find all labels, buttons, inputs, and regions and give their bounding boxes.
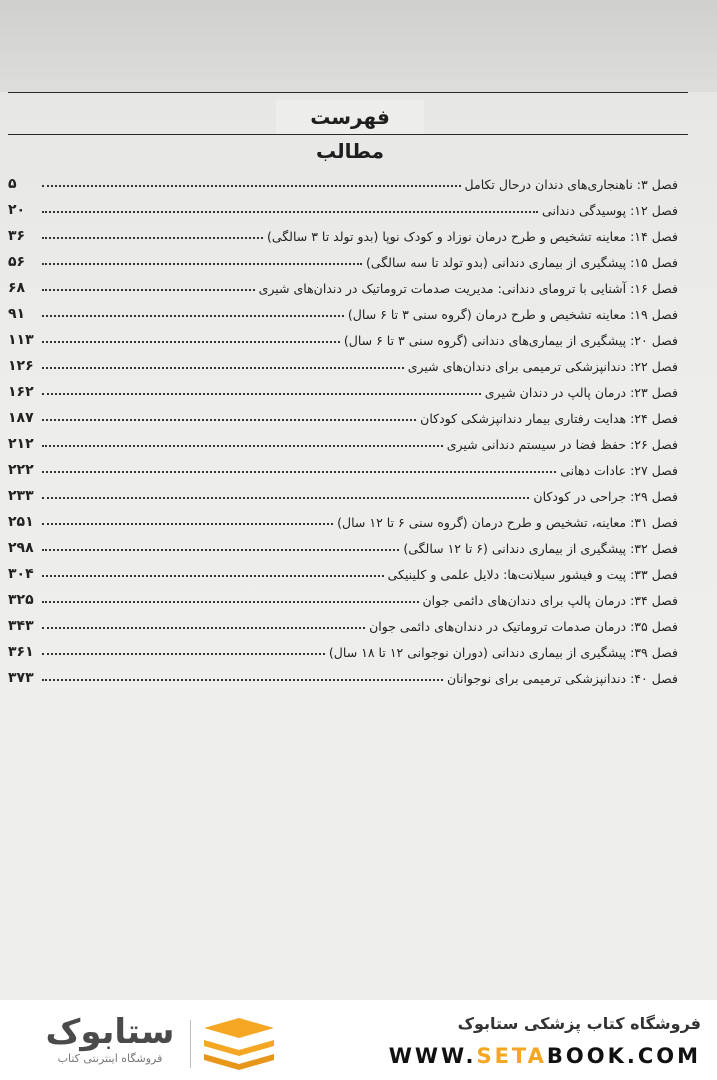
toc-leader-dots [42,237,263,239]
toc-leader-dots [42,289,255,291]
url-prefix: WWW. [388,1044,477,1068]
toc-chapter-title: فصل ۱۵: پیشگیری از بیماری دندانی (بدو تولد تا سه سالگی) [365,255,678,270]
toc-chapter-title: فصل ۲۲: دندانپزشکی ترمیمی برای دندان‌های شیری [407,359,678,374]
toc-chapter-title: فصل ۲۶: حفظ فضا در سیستم دندانی شیری [446,437,678,452]
toc-row[interactable] [8,246,678,270]
toc-page-number: ۳۰۴ [8,566,34,582]
toc-chapter-title: فصل ۳۵: درمان صدمات تروماتیک در دندان‌های دائمی جوان [369,619,678,634]
toc-chapter-title: فصل ۱۹: معاینه تشخیص و طرح درمان (گروه سنی ۳ تا ۶ سال) [347,307,678,322]
store-url[interactable] [389,1044,701,1068]
toc-leader-dots [42,315,344,317]
toc-chapter-title: فصل ۲۴: هدایت رفتاری بیمار دندانپزشکی کودکان [420,411,678,426]
toc-leader-dots [42,549,399,551]
toc-row[interactable] [8,480,678,504]
toc-chapter-title: فصل ۳۱: معاینه، تشخیص و طرح درمان (گروه سنی ۶ تا ۱۲ سال) [337,515,678,530]
toc-leader-dots [42,393,481,395]
toc-row[interactable] [8,558,678,582]
toc-chapter-title: فصل ۱۶: آشنایی با ترومای دندانی: مدیریت صدمات تروماتیک در دندان‌های شیری [258,281,678,296]
toc-page-number: ۳۶۱ [8,644,34,660]
toc-chapter-title: فصل ۳۹: پیشگیری از بیماری دندانی (دوران نوجوانی ۱۲ تا ۱۸ سال) [328,645,678,660]
toc-chapter-title: فصل ۲۳: درمان پالپ در دندان شیری [484,385,678,400]
toc-page-number: ۲۰ [8,202,26,218]
toc-leader-dots [42,445,443,447]
toc-row[interactable] [8,428,678,452]
toc-leader-dots [42,523,333,525]
toc-chapter-title: فصل ۲۷: عادات دهانی [560,463,678,478]
book-stack-icon [200,1018,278,1072]
toc-page-number: ۳۷۳ [8,670,34,686]
toc-leader-dots [42,601,419,603]
toc-chapter-title: فصل ۳۴: درمان پالپ برای دندان‌های دائمی جوان [422,593,678,608]
toc-leader-dots [42,263,362,265]
toc-page-number: ۱۶۲ [8,384,34,400]
toc-row[interactable] [8,506,678,530]
toc-page-number: ۳۲۵ [8,592,34,608]
toc-page-number: ۶۸ [8,280,26,296]
toc-row[interactable] [8,636,678,660]
toc-page-number: ۱۸۷ [8,410,34,426]
toc-leader-dots [42,185,461,187]
toc-row[interactable] [8,324,678,348]
toc-row[interactable] [8,220,678,244]
toc-page-number: ۳۶ [8,228,26,244]
toc-page-number: ۵ [8,176,17,192]
toc-row[interactable] [8,532,678,556]
page-header-shadow [0,0,717,92]
toc-row[interactable] [8,402,678,426]
url-suffix: BOOK.COM [546,1044,701,1068]
toc-page-number: ۱۲۶ [8,358,34,374]
toc-chapter-title: فصل ۱۴: معاینه تشخیص و طرح درمان نوزاد و کودک نوپا (بدو تولد تا ۳ سالگی) [266,229,678,244]
title-rule-top [8,92,688,93]
store-logo-word: ستابوک [45,1012,175,1052]
toc-row[interactable] [8,194,678,218]
toc-chapter-title: فصل ۳۳: پیت و فیشور سیلانت‌ها: دلایل علمی و کلینیکی [387,567,678,582]
toc-row[interactable] [8,584,678,608]
toc-leader-dots [42,497,529,499]
store-name: فروشگاه کتاب پزشکی ستابوک [457,1014,701,1033]
toc-leader-dots [42,627,365,629]
toc-row[interactable] [8,610,678,634]
toc-chapter-title: فصل ۲۰: پیشگیری از بیماری‌های دندانی (گروه سنی ۳ تا ۶ سال) [343,333,678,348]
toc-leader-dots [42,367,404,369]
toc-page-number: ۲۲۲ [8,462,34,478]
toc-chapter-title: فصل ۲۹: جراحی در کودکان [533,489,678,504]
toc-page-number: ۳۴۳ [8,618,34,634]
toc-row[interactable] [8,350,678,374]
toc-page-number: ۱۱۳ [8,332,34,348]
url-accent: SETA [476,1044,547,1068]
toc-leader-dots [42,341,340,343]
toc-page-number: ۲۳۳ [8,488,34,504]
toc-page-number: ۲۱۲ [8,436,34,452]
toc-leader-dots [42,679,443,681]
toc-chapter-title: فصل ۳۲: پیشگیری از بیماری دندانی (۶ تا ۱۲ سالگی) [403,541,678,556]
toc-row[interactable] [8,454,678,478]
logo-divider [190,1020,191,1068]
page-title: فهرست مطالب [310,105,390,163]
toc-row[interactable] [8,376,678,400]
toc-row[interactable] [8,168,678,192]
toc-leader-dots [42,471,556,473]
toc-page-number: ۹۱ [8,306,26,322]
toc-chapter-title: فصل ۴۰: دندانپزشکی ترمیمی برای نوجوانان [446,671,678,686]
toc-leader-dots [42,653,325,655]
toc-leader-dots [42,575,384,577]
toc-page-number: ۵۶ [8,254,26,270]
toc-leader-dots [42,419,416,421]
store-logo-tagline: فروشگاه اینترنتی کتاب [57,1052,163,1065]
toc-row[interactable] [8,272,678,296]
toc-page-number: ۲۹۸ [8,540,34,556]
toc-page-number: ۲۵۱ [8,514,34,530]
toc-chapter-title: فصل ۳: ناهنجاری‌های دندان درحال تکامل [464,177,678,192]
toc-leader-dots [42,211,538,213]
toc-row[interactable] [8,662,678,686]
toc-row[interactable] [8,298,678,322]
toc-chapter-title: فصل ۱۲: پوسیدگی دندانی [542,203,678,218]
store-footer [0,1000,717,1080]
